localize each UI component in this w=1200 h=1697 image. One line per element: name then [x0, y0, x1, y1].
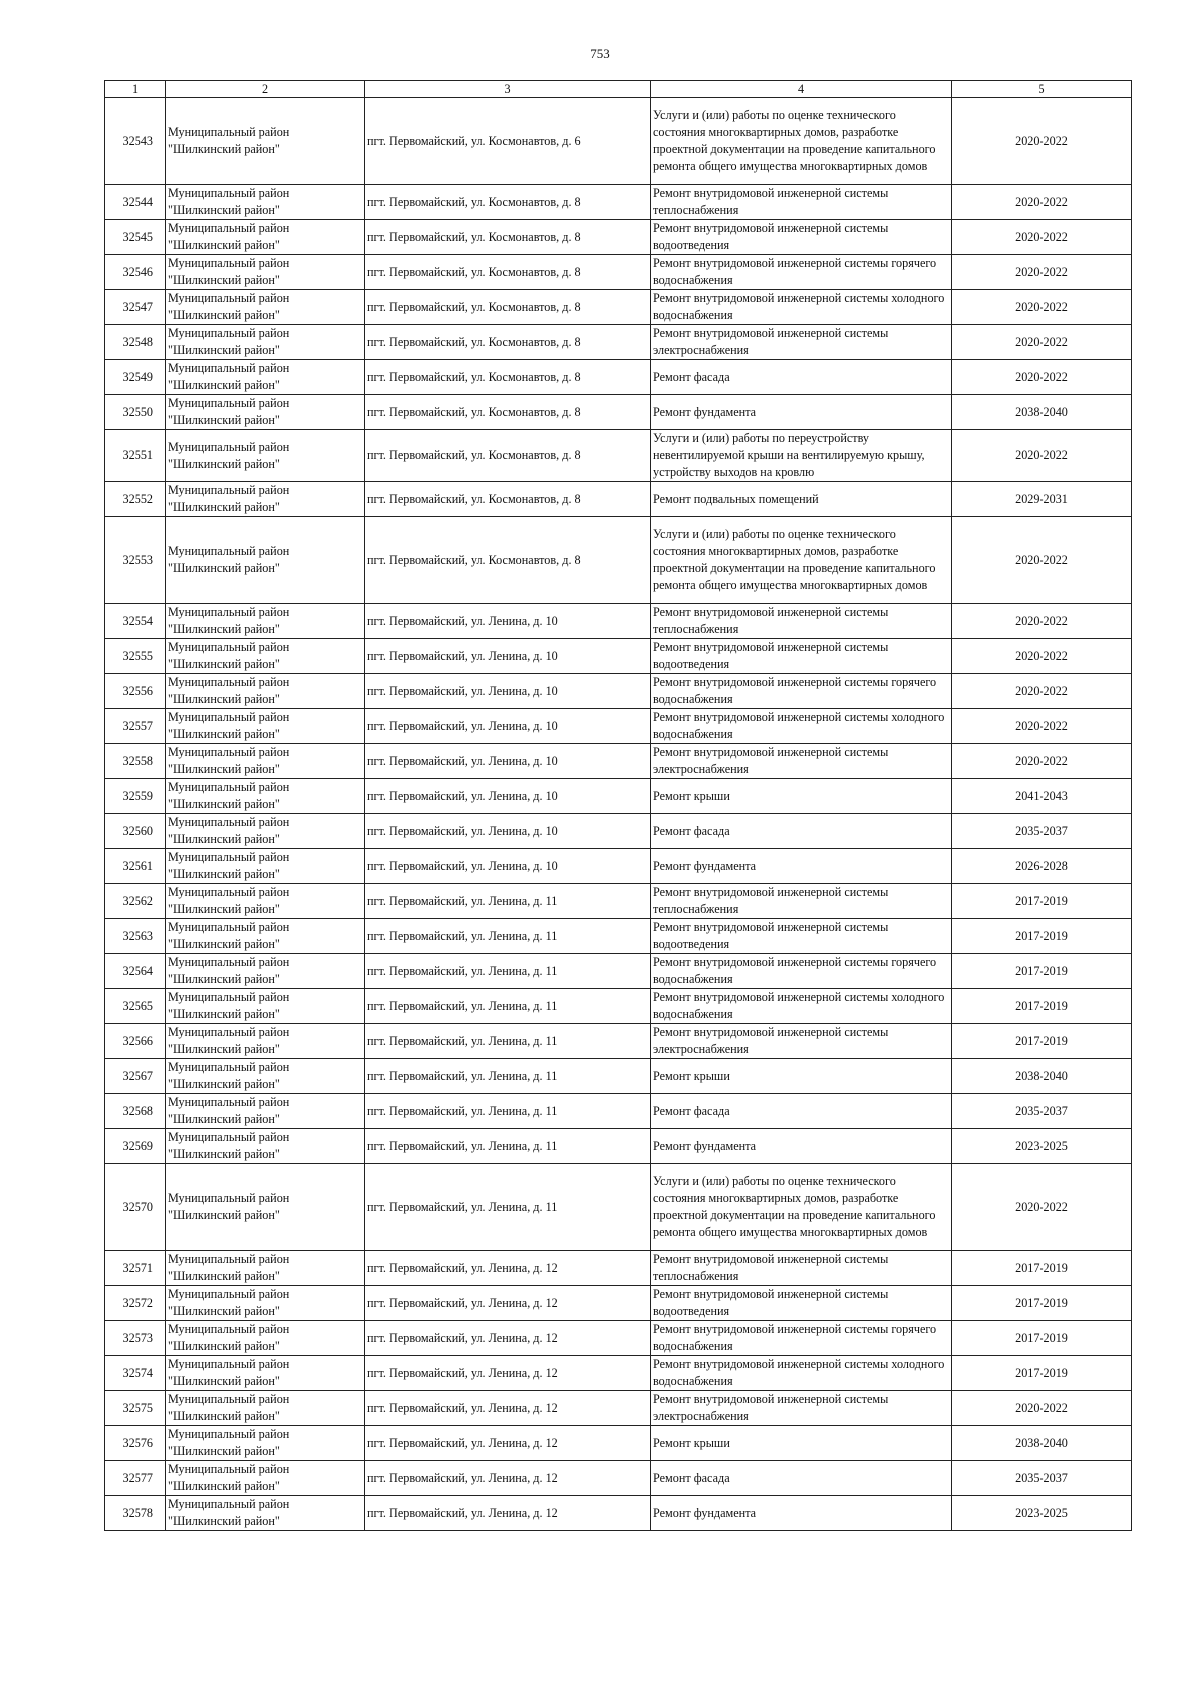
work-type-cell: Ремонт внутридомовой инженерной системы теплоснабжения — [651, 604, 952, 639]
work-type-cell: Ремонт внутридомовой инженерной системы электроснабжения — [651, 744, 952, 779]
row-number-cell: 32547 — [105, 290, 166, 325]
row-number-cell: 32553 — [105, 517, 166, 604]
row-number-cell: 32564 — [105, 954, 166, 989]
work-type-cell: Ремонт внутридомовой инженерной системы теплоснабжения — [651, 185, 952, 220]
address-cell: пгт. Первомайский, ул. Космонавтов, д. 8 — [365, 395, 651, 430]
address-cell: пгт. Первомайский, ул. Ленина, д. 12 — [365, 1496, 651, 1531]
municipality-cell: Муниципальный район "Шилкинский район" — [166, 1164, 365, 1251]
period-cell: 2038-2040 — [952, 1059, 1132, 1094]
table-row — [105, 1059, 1132, 1094]
period-cell: 2020-2022 — [952, 290, 1132, 325]
column-header-4: 4 — [651, 81, 952, 98]
table-row — [105, 1094, 1132, 1129]
page-number: 753 — [590, 46, 610, 61]
table-row — [105, 430, 1132, 482]
municipality-cell: Муниципальный район "Шилкинский район" — [166, 849, 365, 884]
municipality-cell: Муниципальный район "Шилкинский район" — [166, 919, 365, 954]
table-row — [105, 1251, 1132, 1286]
address-cell: пгт. Первомайский, ул. Ленина, д. 11 — [365, 884, 651, 919]
work-type-cell: Услуги и (или) работы по оценке технического состояния многоквартирных домов, разработке проектной документации на проведение капитального ремонта общего имущества многоквартирных домов — [651, 517, 952, 604]
table-row — [105, 98, 1132, 185]
municipality-cell: Муниципальный район "Шилкинский район" — [166, 884, 365, 919]
municipality-cell: Муниципальный район "Шилкинский район" — [166, 98, 365, 185]
column-header-2: 2 — [166, 81, 365, 98]
period-cell: 2020-2022 — [952, 430, 1132, 482]
table-row — [105, 1164, 1132, 1251]
municipality-cell: Муниципальный район "Шилкинский район" — [166, 1496, 365, 1531]
row-number-cell: 32561 — [105, 849, 166, 884]
column-header-1: 1 — [105, 81, 166, 98]
municipality-cell: Муниципальный район "Шилкинский район" — [166, 1356, 365, 1391]
municipality-cell: Муниципальный район "Шилкинский район" — [166, 989, 365, 1024]
row-number-cell: 32544 — [105, 185, 166, 220]
address-cell: пгт. Первомайский, ул. Ленина, д. 10 — [365, 814, 651, 849]
table-row — [105, 360, 1132, 395]
period-cell: 2029-2031 — [952, 482, 1132, 517]
address-cell: пгт. Первомайский, ул. Ленина, д. 11 — [365, 1024, 651, 1059]
row-number-cell: 32557 — [105, 709, 166, 744]
address-cell: пгт. Первомайский, ул. Ленина, д. 10 — [365, 674, 651, 709]
municipality-cell: Муниципальный район "Шилкинский район" — [166, 290, 365, 325]
work-type-cell: Ремонт внутридомовой инженерной системы электроснабжения — [651, 1391, 952, 1426]
work-type-cell: Ремонт внутридомовой инженерной системы холодного водоснабжения — [651, 989, 952, 1024]
table-row — [105, 849, 1132, 884]
row-number-cell: 32546 — [105, 255, 166, 290]
work-type-cell: Ремонт внутридомовой инженерной системы горячего водоснабжения — [651, 1321, 952, 1356]
address-cell: пгт. Первомайский, ул. Ленина, д. 12 — [365, 1461, 651, 1496]
work-type-cell: Услуги и (или) работы по оценке технического состояния многоквартирных домов, разработке проектной документации на проведение капитального ремонта общего имущества многоквартирных домов — [651, 98, 952, 185]
work-type-cell: Ремонт фасада — [651, 1094, 952, 1129]
table-row — [105, 674, 1132, 709]
table-row — [105, 185, 1132, 220]
work-type-cell: Ремонт фундамента — [651, 1129, 952, 1164]
row-number-cell: 32549 — [105, 360, 166, 395]
municipality-cell: Муниципальный район "Шилкинский район" — [166, 779, 365, 814]
row-number-cell: 32545 — [105, 220, 166, 255]
work-type-cell: Ремонт внутридомовой инженерной системы горячего водоснабжения — [651, 954, 952, 989]
address-cell: пгт. Первомайский, ул. Космонавтов, д. 8 — [365, 255, 651, 290]
row-number-cell: 32567 — [105, 1059, 166, 1094]
work-type-cell: Ремонт внутридомовой инженерной системы водоотведения — [651, 639, 952, 674]
work-type-cell: Ремонт фасада — [651, 360, 952, 395]
period-cell: 2023-2025 — [952, 1129, 1132, 1164]
period-cell: 2020-2022 — [952, 185, 1132, 220]
table-header-row — [105, 81, 1132, 98]
address-cell: пгт. Первомайский, ул. Космонавтов, д. 8 — [365, 220, 651, 255]
municipality-cell: Муниципальный район "Шилкинский район" — [166, 430, 365, 482]
period-cell: 2020-2022 — [952, 604, 1132, 639]
municipality-cell: Муниципальный район "Шилкинский район" — [166, 639, 365, 674]
period-cell: 2017-2019 — [952, 919, 1132, 954]
address-cell: пгт. Первомайский, ул. Ленина, д. 11 — [365, 1164, 651, 1251]
work-type-cell: Ремонт фундамента — [651, 849, 952, 884]
municipality-cell: Муниципальный район "Шилкинский район" — [166, 517, 365, 604]
row-number-cell: 32574 — [105, 1356, 166, 1391]
municipality-cell: Муниципальный район "Шилкинский район" — [166, 954, 365, 989]
table-row — [105, 989, 1132, 1024]
table-row — [105, 1286, 1132, 1321]
address-cell: пгт. Первомайский, ул. Ленина, д. 12 — [365, 1356, 651, 1391]
row-number-cell: 32552 — [105, 482, 166, 517]
municipality-cell: Муниципальный район "Шилкинский район" — [166, 1251, 365, 1286]
period-cell: 2017-2019 — [952, 954, 1132, 989]
row-number-cell: 32563 — [105, 919, 166, 954]
work-type-cell: Ремонт внутридомовой инженерной системы теплоснабжения — [651, 884, 952, 919]
row-number-cell: 32578 — [105, 1496, 166, 1531]
period-cell: 2020-2022 — [952, 674, 1132, 709]
table-row — [105, 884, 1132, 919]
table-row — [105, 1356, 1132, 1391]
row-number-cell: 32568 — [105, 1094, 166, 1129]
address-cell: пгт. Первомайский, ул. Космонавтов, д. 8 — [365, 325, 651, 360]
municipality-cell: Муниципальный район "Шилкинский район" — [166, 482, 365, 517]
work-type-cell: Ремонт внутридомовой инженерной системы горячего водоснабжения — [651, 674, 952, 709]
row-number-cell: 32554 — [105, 604, 166, 639]
table-row — [105, 639, 1132, 674]
table-row — [105, 290, 1132, 325]
work-type-cell: Услуги и (или) работы по оценке технического состояния многоквартирных домов, разработке проектной документации на проведение капитального ремонта общего имущества многоквартирных домов — [651, 1164, 952, 1251]
work-type-cell: Ремонт внутридомовой инженерной системы водоотведения — [651, 919, 952, 954]
municipality-cell: Муниципальный район "Шилкинский район" — [166, 744, 365, 779]
address-cell: пгт. Первомайский, ул. Ленина, д. 10 — [365, 709, 651, 744]
address-cell: пгт. Первомайский, ул. Космонавтов, д. 8 — [365, 430, 651, 482]
address-cell: пгт. Первомайский, ул. Ленина, д. 11 — [365, 919, 651, 954]
municipality-cell: Муниципальный район "Шилкинский район" — [166, 709, 365, 744]
address-cell: пгт. Первомайский, ул. Ленина, д. 12 — [365, 1286, 651, 1321]
period-cell: 2020-2022 — [952, 220, 1132, 255]
table-row — [105, 1321, 1132, 1356]
work-type-cell: Ремонт фундамента — [651, 395, 952, 430]
address-cell: пгт. Первомайский, ул. Ленина, д. 11 — [365, 1094, 651, 1129]
period-cell: 2017-2019 — [952, 1251, 1132, 1286]
address-cell: пгт. Первомайский, ул. Ленина, д. 12 — [365, 1391, 651, 1426]
work-type-cell: Ремонт внутридомовой инженерной системы электроснабжения — [651, 1024, 952, 1059]
row-number-cell: 32562 — [105, 884, 166, 919]
municipality-cell: Муниципальный район "Шилкинский район" — [166, 185, 365, 220]
table-row — [105, 395, 1132, 430]
period-cell: 2020-2022 — [952, 360, 1132, 395]
municipality-cell: Муниципальный район "Шилкинский район" — [166, 1391, 365, 1426]
municipality-cell: Муниципальный район "Шилкинский район" — [166, 220, 365, 255]
address-cell: пгт. Первомайский, ул. Космонавтов, д. 8 — [365, 482, 651, 517]
work-type-cell: Ремонт фундамента — [651, 1496, 952, 1531]
work-type-cell: Ремонт подвальных помещений — [651, 482, 952, 517]
period-cell: 2023-2025 — [952, 1496, 1132, 1531]
address-cell: пгт. Первомайский, ул. Ленина, д. 10 — [365, 604, 651, 639]
row-number-cell: 32548 — [105, 325, 166, 360]
row-number-cell: 32551 — [105, 430, 166, 482]
table-row — [105, 709, 1132, 744]
column-header-5: 5 — [952, 81, 1132, 98]
address-cell: пгт. Первомайский, ул. Космонавтов, д. 6 — [365, 98, 651, 185]
period-cell: 2035-2037 — [952, 814, 1132, 849]
period-cell: 2017-2019 — [952, 989, 1132, 1024]
municipality-cell: Муниципальный район "Шилкинский район" — [166, 604, 365, 639]
period-cell: 2020-2022 — [952, 709, 1132, 744]
row-number-cell: 32572 — [105, 1286, 166, 1321]
row-number-cell: 32566 — [105, 1024, 166, 1059]
table-row — [105, 1496, 1132, 1531]
table-row — [105, 919, 1132, 954]
municipality-cell: Муниципальный район "Шилкинский район" — [166, 1129, 365, 1164]
municipality-cell: Муниципальный район "Шилкинский район" — [166, 674, 365, 709]
address-cell: пгт. Первомайский, ул. Космонавтов, д. 8 — [365, 517, 651, 604]
work-type-cell: Ремонт внутридомовой инженерной системы горячего водоснабжения — [651, 255, 952, 290]
table-row — [105, 1129, 1132, 1164]
period-cell: 2020-2022 — [952, 517, 1132, 604]
period-cell: 2020-2022 — [952, 255, 1132, 290]
table-row — [105, 744, 1132, 779]
period-cell: 2017-2019 — [952, 1286, 1132, 1321]
period-cell: 2020-2022 — [952, 744, 1132, 779]
row-number-cell: 32575 — [105, 1391, 166, 1426]
period-cell: 2017-2019 — [952, 884, 1132, 919]
period-cell: 2026-2028 — [952, 849, 1132, 884]
table-row — [105, 482, 1132, 517]
work-type-cell: Ремонт внутридомовой инженерной системы водоотведения — [651, 1286, 952, 1321]
row-number-cell: 32556 — [105, 674, 166, 709]
municipality-cell: Муниципальный район "Шилкинский район" — [166, 1321, 365, 1356]
table-row — [105, 255, 1132, 290]
address-cell: пгт. Первомайский, ул. Ленина, д. 12 — [365, 1321, 651, 1356]
work-type-cell: Ремонт крыши — [651, 779, 952, 814]
address-cell: пгт. Первомайский, ул. Ленина, д. 11 — [365, 1129, 651, 1164]
address-cell: пгт. Первомайский, ул. Ленина, д. 10 — [365, 744, 651, 779]
municipality-cell: Муниципальный район "Шилкинский район" — [166, 1461, 365, 1496]
address-cell: пгт. Первомайский, ул. Ленина, д. 10 — [365, 639, 651, 674]
period-cell: 2020-2022 — [952, 1164, 1132, 1251]
table-row — [105, 1461, 1132, 1496]
row-number-cell: 32550 — [105, 395, 166, 430]
address-cell: пгт. Первомайский, ул. Ленина, д. 12 — [365, 1251, 651, 1286]
period-cell: 2017-2019 — [952, 1024, 1132, 1059]
row-number-cell: 32573 — [105, 1321, 166, 1356]
row-number-cell: 32569 — [105, 1129, 166, 1164]
municipality-cell: Муниципальный район "Шилкинский район" — [166, 255, 365, 290]
row-number-cell: 32577 — [105, 1461, 166, 1496]
municipality-cell: Муниципальный район "Шилкинский район" — [166, 814, 365, 849]
address-cell: пгт. Первомайский, ул. Ленина, д. 11 — [365, 1059, 651, 1094]
table-row — [105, 779, 1132, 814]
period-cell: 2035-2037 — [952, 1094, 1132, 1129]
municipality-cell: Муниципальный район "Шилкинский район" — [166, 1094, 365, 1129]
repair-schedule-table — [104, 80, 1132, 1531]
work-type-cell: Ремонт внутридомовой инженерной системы холодного водоснабжения — [651, 290, 952, 325]
municipality-cell: Муниципальный район "Шилкинский район" — [166, 1059, 365, 1094]
work-type-cell: Ремонт внутридомовой инженерной системы холодного водоснабжения — [651, 709, 952, 744]
work-type-cell: Ремонт внутридомовой инженерной системы теплоснабжения — [651, 1251, 952, 1286]
period-cell: 2017-2019 — [952, 1356, 1132, 1391]
period-cell: 2020-2022 — [952, 325, 1132, 360]
row-number-cell: 32560 — [105, 814, 166, 849]
work-type-cell: Ремонт внутридомовой инженерной системы электроснабжения — [651, 325, 952, 360]
work-type-cell: Ремонт внутридомовой инженерной системы водоотведения — [651, 220, 952, 255]
period-cell: 2041-2043 — [952, 779, 1132, 814]
table-row — [105, 1426, 1132, 1461]
row-number-cell: 32565 — [105, 989, 166, 1024]
work-type-cell: Ремонт крыши — [651, 1059, 952, 1094]
work-type-cell: Ремонт фасада — [651, 1461, 952, 1496]
table-row — [105, 220, 1132, 255]
period-cell: 2035-2037 — [952, 1461, 1132, 1496]
address-cell: пгт. Первомайский, ул. Ленина, д. 11 — [365, 989, 651, 1024]
table-row — [105, 604, 1132, 639]
work-type-cell: Ремонт фасада — [651, 814, 952, 849]
row-number-cell: 32559 — [105, 779, 166, 814]
municipality-cell: Муниципальный район "Шилкинский район" — [166, 325, 365, 360]
table-row — [105, 517, 1132, 604]
column-header-3: 3 — [365, 81, 651, 98]
municipality-cell: Муниципальный район "Шилкинский район" — [166, 1024, 365, 1059]
row-number-cell: 32558 — [105, 744, 166, 779]
municipality-cell: Муниципальный район "Шилкинский район" — [166, 395, 365, 430]
work-type-cell: Ремонт внутридомовой инженерной системы холодного водоснабжения — [651, 1356, 952, 1391]
row-number-cell: 32571 — [105, 1251, 166, 1286]
table-row — [105, 954, 1132, 989]
address-cell: пгт. Первомайский, ул. Ленина, д. 10 — [365, 849, 651, 884]
period-cell: 2038-2040 — [952, 395, 1132, 430]
period-cell: 2020-2022 — [952, 98, 1132, 185]
address-cell: пгт. Первомайский, ул. Космонавтов, д. 8 — [365, 185, 651, 220]
address-cell: пгт. Первомайский, ул. Ленина, д. 10 — [365, 779, 651, 814]
work-type-cell: Услуги и (или) работы по переустройству невентилируемой крыши на вентилируемую крышу, устройству выходов на кровлю — [651, 430, 952, 482]
table-row — [105, 814, 1132, 849]
row-number-cell: 32555 — [105, 639, 166, 674]
address-cell: пгт. Первомайский, ул. Космонавтов, д. 8 — [365, 360, 651, 395]
period-cell: 2020-2022 — [952, 1391, 1132, 1426]
row-number-cell: 32570 — [105, 1164, 166, 1251]
period-cell: 2020-2022 — [952, 639, 1132, 674]
table-row — [105, 325, 1132, 360]
table-body — [105, 98, 1132, 1531]
municipality-cell: Муниципальный район "Шилкинский район" — [166, 1426, 365, 1461]
row-number-cell: 32543 — [105, 98, 166, 185]
row-number-cell: 32576 — [105, 1426, 166, 1461]
period-cell: 2017-2019 — [952, 1321, 1132, 1356]
address-cell: пгт. Первомайский, ул. Ленина, д. 12 — [365, 1426, 651, 1461]
address-cell: пгт. Первомайский, ул. Ленина, д. 11 — [365, 954, 651, 989]
period-cell: 2038-2040 — [952, 1426, 1132, 1461]
work-type-cell: Ремонт крыши — [651, 1426, 952, 1461]
municipality-cell: Муниципальный район "Шилкинский район" — [166, 360, 365, 395]
table-row — [105, 1391, 1132, 1426]
table-row — [105, 1024, 1132, 1059]
address-cell: пгт. Первомайский, ул. Космонавтов, д. 8 — [365, 290, 651, 325]
municipality-cell: Муниципальный район "Шилкинский район" — [166, 1286, 365, 1321]
